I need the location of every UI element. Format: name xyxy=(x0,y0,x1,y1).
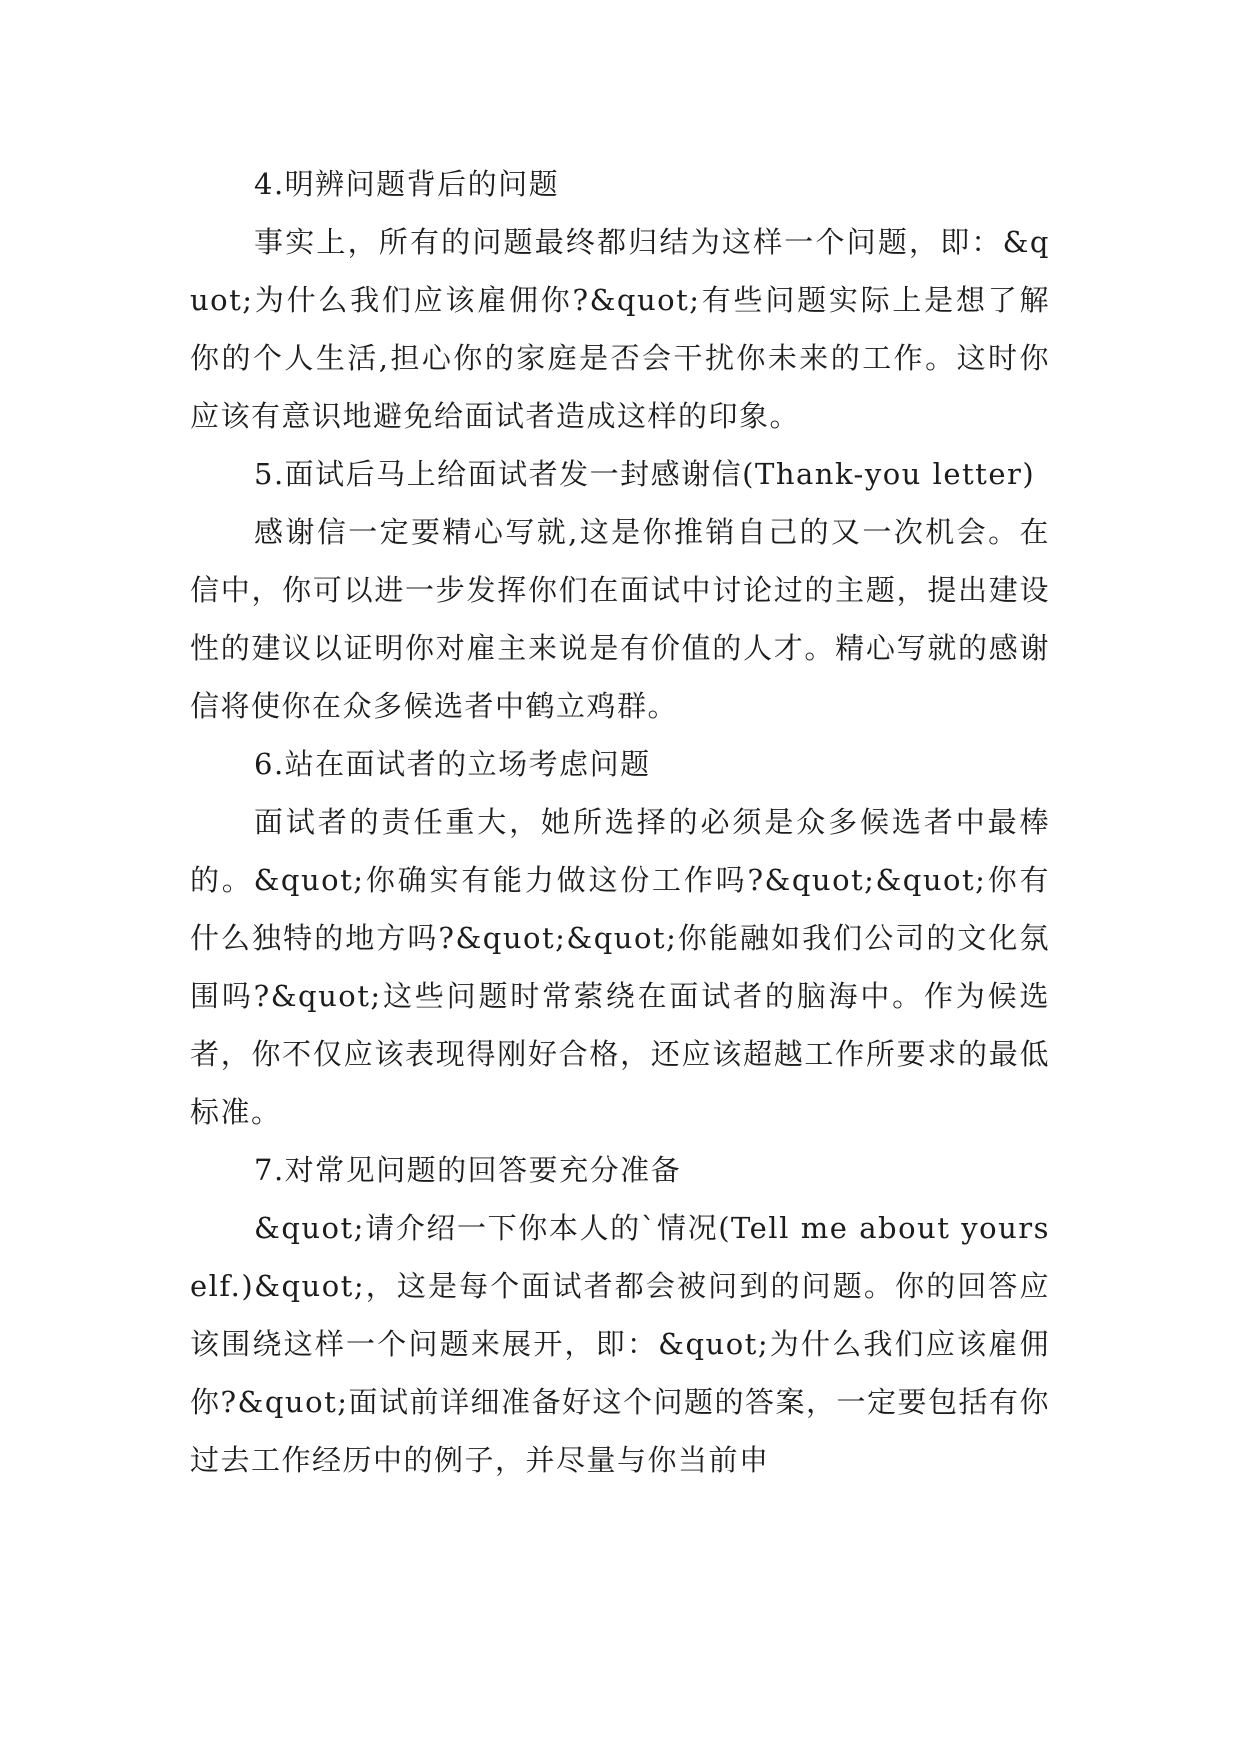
section-heading-6: 6.站在面试者的立场考虑问题 xyxy=(254,747,651,781)
paragraph-4: 事实上，所有的问题最终都归结为这样一个问题，即：&quot;为什么我们应该雇佣你?&quot;有些问题实际上是想了解你的个人生活,担心你的家庭是否会干扰你未来的工作。这时你应该有意识地避免给面试者造成这样的印象。 xyxy=(190,225,1050,433)
paragraph-5: 感谢信一定要精心写就,这是你推销自己的又一次机会。在信中，你可以进一步发挥你们在面试中讨论过的主题，提出建设性的建议以证明你对雇主来说是有价值的人才。精心写就的感谢信将使你在众多候选者中鹤立鸡群。 xyxy=(190,515,1050,723)
section-heading-7: 7.对常见问题的回答要充分准备 xyxy=(254,1153,682,1187)
paragraph-7: &quot;请介绍一下你本人的`情况(Tell me about yourself.)&quot;，这是每个面试者都会被问到的问题。你的回答应该围绕这样一个问题来展开，即：&quot;为什么我们应该雇佣你?&quot;面试前详细准备好这个问题的答案，一定要包括有你过去工作经历中的例子，并尽量与你当前申 xyxy=(190,1211,1050,1477)
section-heading-5: 5.面试后马上给面试者发一封感谢信(Thank-you letter) xyxy=(254,457,1036,491)
paragraph-6: 面试者的责任重大，她所选择的必须是众多候选者中最棒的。&quot;你确实有能力做这份工作吗?&quot;&quot;你有什么独特的地方吗?&quot;&quot;你能融如我们公司的文化氛围吗?&quot;这些问题时常萦绕在面试者的脑海中。作为候选者，你不仅应该表现得刚好合格，还应该超越工作所要求的最低标准。 xyxy=(190,805,1050,1129)
section-heading-4: 4.明辨问题背后的问题 xyxy=(254,167,560,201)
document-body xyxy=(190,155,1050,1489)
